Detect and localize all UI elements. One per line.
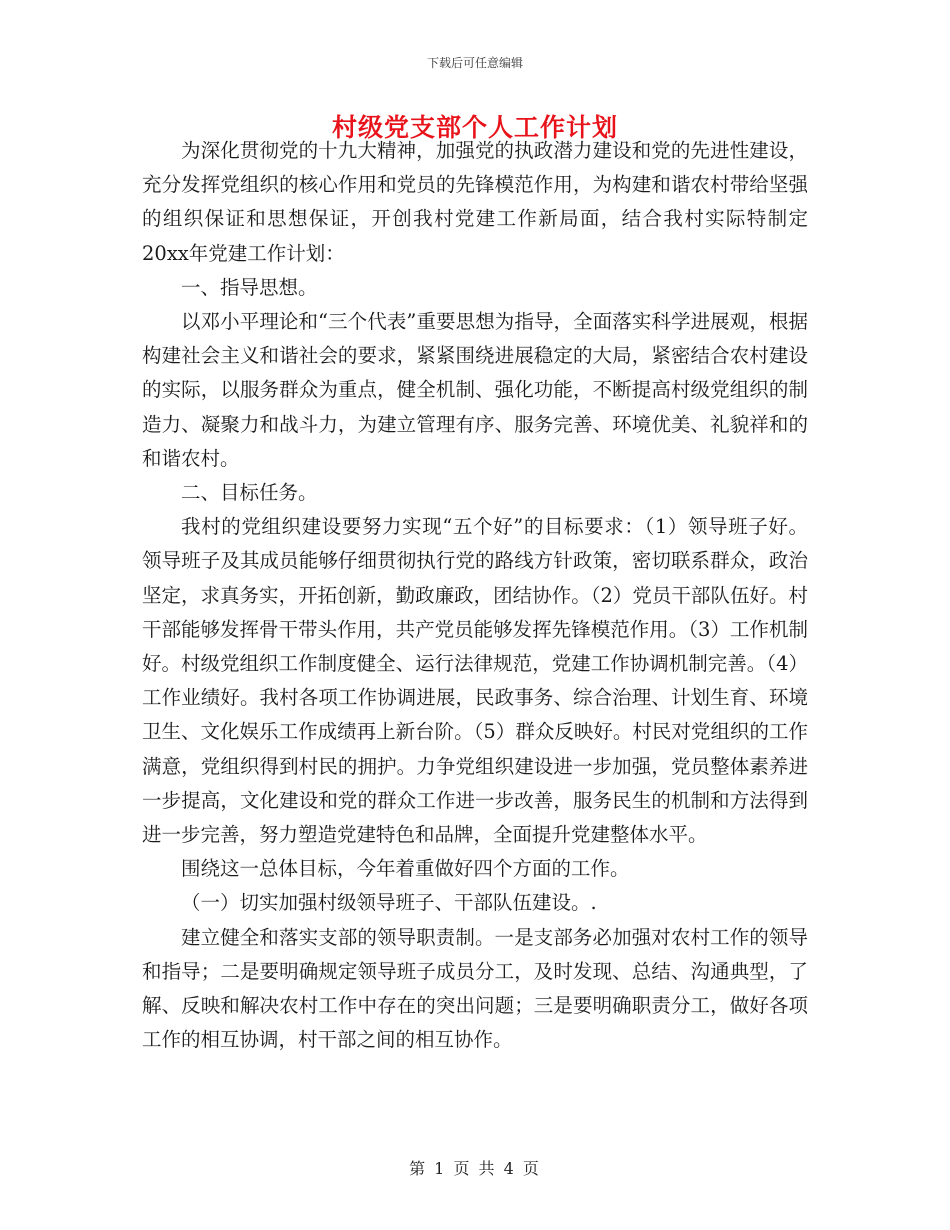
header-note: 下载后可任意编辑 <box>426 56 523 70</box>
paragraph-goals: 我村的党组织建设要努力实现“五个好”的目标要求：（1）领导班子好。领导班子及其成员能够仔细贯彻执行党的路线方针政策，密切联系群众，政治坚定，求真务实，开拓创新，勤政廉政，团结协作。（2）党员干部队伍好。村干部能够发挥骨干带头作用，共产党员能够发挥先锋模范作用。（3）工作机制好。村级党组织工作制度健全、运行法律规范，党建工作协调机制完善。（4）工作业绩好。我村各项工作协调进展，民政事务、综合治理、计划生育、环境卫生、文化娱乐工作成绩再上新台阶。（5）群众反映好。村民对党组织的工作满意，党组织得到村民的拥护。力争党组织建设进一步加强，党员整体素养进一步提高，文化建设和党的群众工作进一步改善，服务民生的机制和方法得到进一步完善，努力塑造党建特色和品牌，全面提升党建整体水平。 <box>142 515 808 847</box>
paragraph-guiding-ideology: 以邓小平理论和“三个代表”重要思想为指导，全面落实科学进展观，根据构建社会主义和谐社会的要求，紧紧围绕进展稳定的大局，紧密结合农村建设的实际，以服务群众为重点，健全机制、强化功能，不断提高村级党组织的制造力、凝聚力和战斗力，为建立管理有序、服务完善、环境优美、礼貌祥和的和谐农村。 <box>142 310 808 470</box>
document-title: 村级党支部个人工作计划 <box>331 113 618 142</box>
subsection-heading-leadership: （一）切实加强村级领导班子、干部队伍建设。. <box>181 891 597 915</box>
paragraph-leadership: 建立健全和落实支部的领导职责制。一是支部务必加强对农村工作的领导和指导；二是要明确规定领导班子成员分工，及时发现、总结、沟通典型，了解、反映和解决农村工作中存在的突出问题；三是要明确职责分工，做好各项工作的相互协调，村干部之间的相互协作。 <box>142 925 808 1052</box>
paragraph-intro: 为深化贯彻党的十九大精神，加强党的执政潜力建设和党的先进性建设，充分发挥党组织的核心作用和党员的先锋模范作用，为构建和谐农村带给坚强的组织保证和思想保证，开创我村党建工作新局面，结合我村实际特制定20xx年党建工作计划： <box>142 139 808 265</box>
document-body <box>142 134 808 1057</box>
section-heading-goals: 二、目标任务。 <box>181 481 318 505</box>
page-number: 第 1 页 共 4 页 <box>409 1159 541 1178</box>
paragraph-four-aspects: 围绕这一总体目标，今年着重做好四个方面的工作。 <box>181 857 630 881</box>
section-heading-guiding-ideology: 一、指导思想。 <box>181 275 318 299</box>
